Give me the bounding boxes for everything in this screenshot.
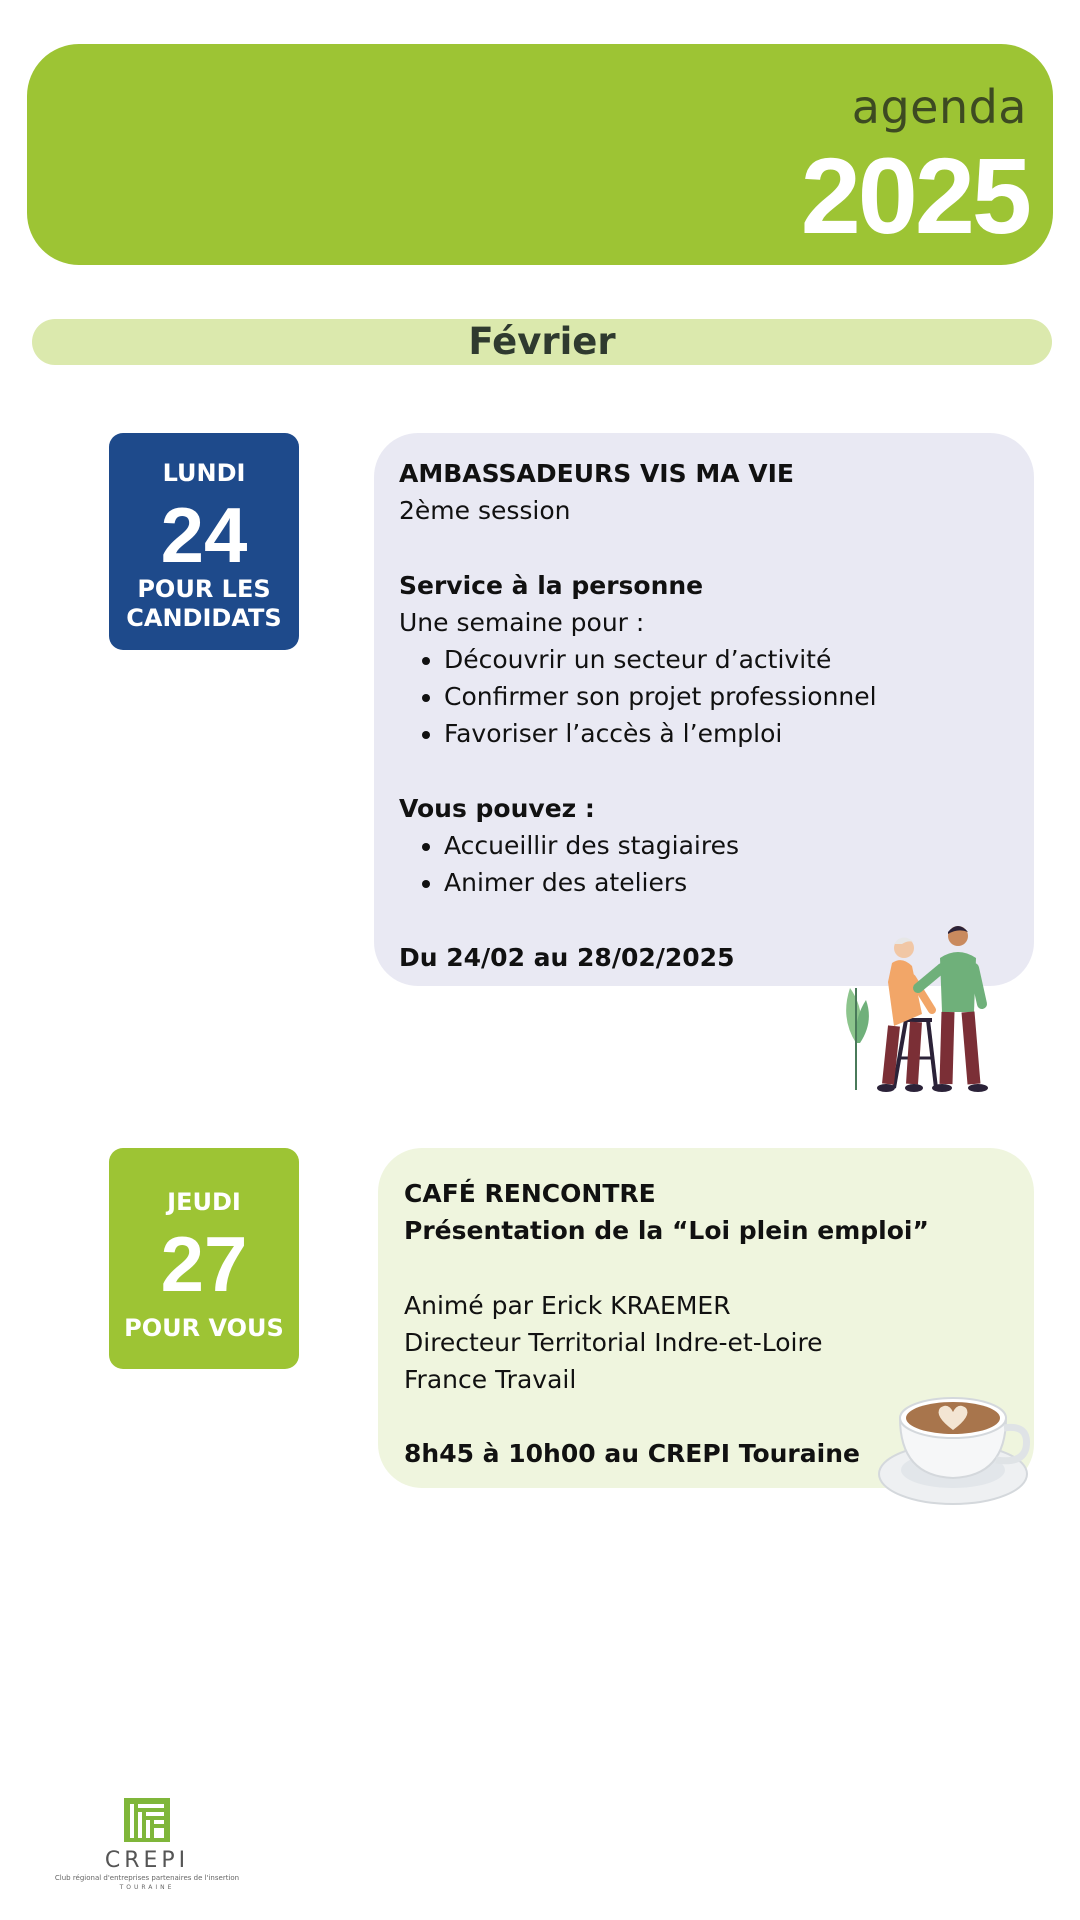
date-badge-audience: POUR LES	[137, 575, 271, 603]
month-banner	[32, 319, 1052, 365]
event-title: CAFÉ RENCONTRE	[404, 1179, 656, 1208]
list-item: • Favoriser l’accès à l’emploi	[444, 715, 1014, 752]
event-you-can-title: Vous pouvez :	[399, 793, 595, 823]
event-host: Animé par Erick KRAEMER	[404, 1290, 731, 1320]
date-badge-monday-24	[109, 433, 299, 650]
caregiver-illustration	[836, 918, 1006, 1098]
date-badge-day: LUNDI	[162, 459, 246, 487]
event-dates: Du 24/02 au 28/02/2025	[399, 942, 735, 972]
agenda-header	[27, 44, 1053, 265]
crepi-logo-mark-icon	[122, 1796, 172, 1844]
coffee-cup-illustration	[878, 1378, 1038, 1508]
list-item: • Découvrir un secteur d’activité	[444, 641, 1014, 678]
agenda-year: 2025	[800, 135, 1029, 256]
date-badge-thursday-27	[109, 1148, 299, 1369]
list-item: • Animer des ateliers	[444, 864, 1014, 901]
event-you-can-list	[399, 827, 1014, 901]
crepi-logo-tagline: Club régional d'entreprises partenaires de l'insertion	[54, 1874, 240, 1882]
date-badge-number: 27	[160, 1220, 248, 1308]
date-badge-day: JEUDI	[167, 1188, 241, 1216]
event-section-title: Service à la personne	[399, 570, 704, 600]
event-subtitle: 2ème session	[399, 496, 571, 526]
date-badge-audience: POUR VOUS	[124, 1314, 284, 1342]
agenda-label: agenda	[851, 80, 1027, 134]
event-host-org: France Travail	[404, 1365, 577, 1394]
date-badge-number: 24	[160, 491, 248, 579]
date-badge-audience-2: CANDIDATS	[126, 604, 282, 632]
event-host-role: Directeur Territorial Indre-et-Loire	[404, 1327, 823, 1357]
event-card-ambassadeurs	[374, 433, 1034, 986]
crepi-logo-location: TOURAINE	[119, 1884, 175, 1891]
event-intro: Une semaine pour :	[399, 607, 645, 637]
event-time-place: 8h45 à 10h00 au CREPI Touraine	[404, 1439, 860, 1469]
list-item: • Confirmer son projet professionnel	[444, 678, 1014, 715]
list-item: • Accueillir des stagiaires	[444, 827, 1014, 864]
event-goals-list	[399, 641, 1014, 753]
event-subtitle: Présentation de la “Loi plein emploi”	[404, 1216, 929, 1246]
crepi-logo-name: CREPI	[104, 1848, 190, 1873]
crepi-logo	[52, 1796, 242, 1891]
month-label: Février	[468, 320, 616, 363]
event-title: AMBASSADEURS VIS MA VIE	[399, 459, 794, 488]
